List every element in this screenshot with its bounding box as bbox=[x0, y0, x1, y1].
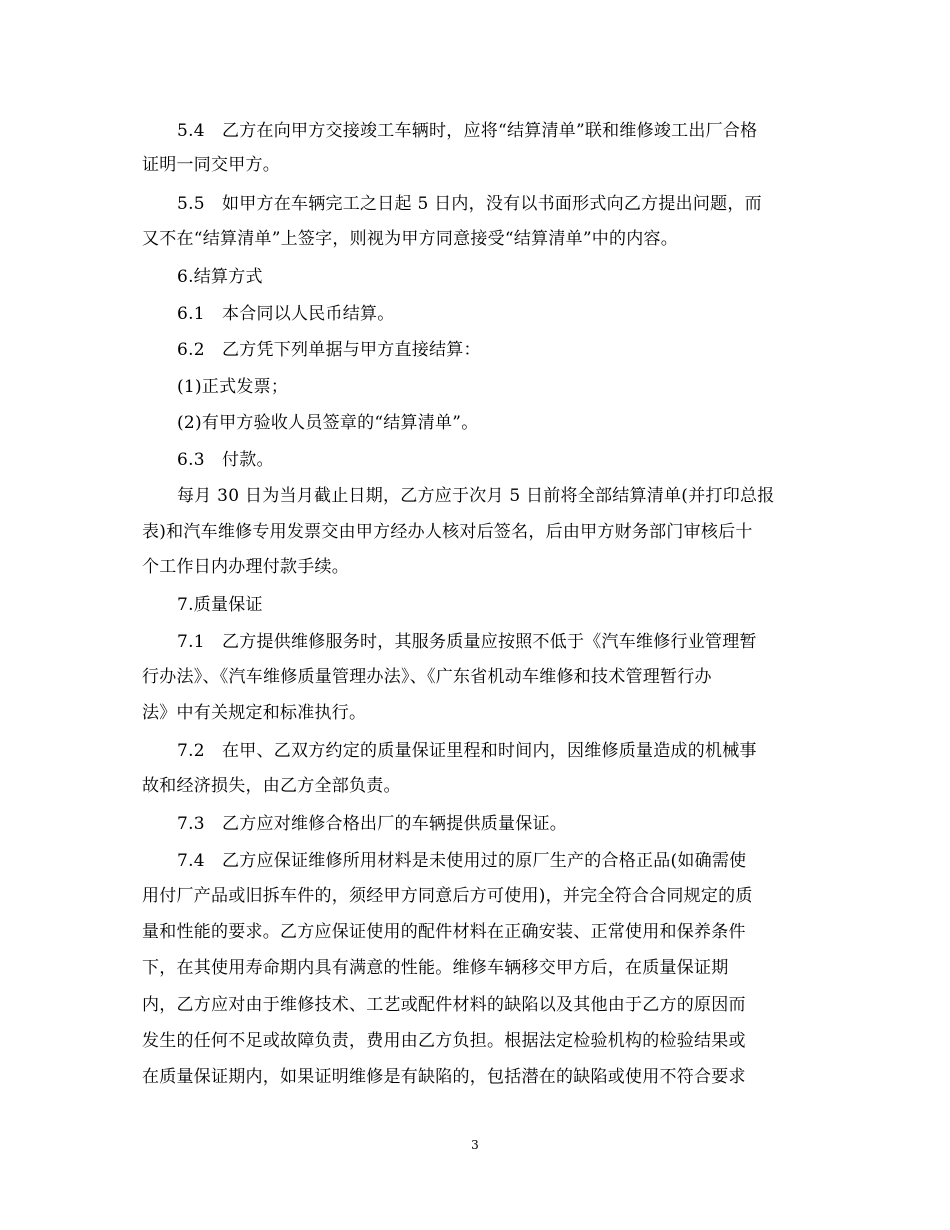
section-6-heading: 6.结算方式 bbox=[177, 267, 263, 287]
clause-5-4-line-1: 5.4 乙方在向甲方交接竣工车辆时，应将“结算清单”联和维修竣工出厂合格 bbox=[177, 121, 758, 141]
clause-5-5-line-1: 5.5 如甲方在车辆完工之日起 5 日内，没有以书面形式向乙方提出问题，而 bbox=[177, 194, 762, 214]
clause-7-4-line-1: 7.4 乙方应保证维修所用材料是未使用过的原厂生产的合格正品(如确需使 bbox=[177, 851, 747, 871]
section-7-heading: 7.质量保证 bbox=[177, 595, 263, 615]
clause-7-4-line-4: 下，在其使用寿命期内具有满意的性能。维修车辆移交甲方后，在质量保证期 bbox=[142, 958, 729, 978]
clause-7-2-line-2: 故和经济损失，由乙方全部负责。 bbox=[142, 776, 401, 796]
payment-paragraph-line-1: 每月 30 日为当月截止日期，乙方应于次月 5 日前将全部结算清单(并打印总报 bbox=[177, 486, 775, 506]
clause-7-3: 7.3 乙方应对维修合格出厂的车辆提供质量保证。 bbox=[177, 814, 568, 834]
list-item-1: (1)正式发票； bbox=[177, 377, 289, 397]
payment-paragraph-line-3: 个工作日内办理付款手续。 bbox=[142, 557, 349, 577]
clause-6-2: 6.2 乙方凭下列单据与甲方直接结算： bbox=[177, 340, 481, 360]
clause-7-1-line-3: 法》中有关规定和标准执行。 bbox=[142, 703, 367, 723]
clause-7-4-line-6: 发生的任何不足或故障负责，费用由乙方负担。根据法定检验机构的检验结果或 bbox=[142, 1031, 746, 1051]
clause-7-4-line-2: 用付厂产品或旧拆车件的，须经甲方同意后方可使用)，并完全符合合同规定的质 bbox=[142, 886, 753, 906]
payment-paragraph-line-2: 表)和汽车维修专用发票交由甲方经办人核对后签名，后由甲方财务部门审核后十 bbox=[142, 522, 753, 542]
clause-6-1: 6.1 本合同以人民币结算。 bbox=[177, 304, 395, 324]
clause-7-4-line-7: 在质量保证期内，如果证明维修是有缺陷的，包括潜在的缺陷或使用不符合要求 bbox=[142, 1067, 746, 1087]
clause-5-5-line-2: 又不在“结算清单”上签字，则视为甲方同意接受“结算清单”中的内容。 bbox=[142, 229, 679, 249]
clause-7-4-line-3: 量和性能的要求。乙方应保证使用的配件材料在正确安装、正常使用和保养条件 bbox=[142, 922, 746, 942]
clause-6-3: 6.3 付款。 bbox=[177, 450, 274, 470]
page-number: 3 bbox=[471, 1138, 479, 1152]
clause-7-1-line-2: 行办法》、《汽车维修质量管理办法》、《广东省机动车维修和技术管理暂行办 bbox=[142, 667, 712, 687]
list-item-2: (2)有甲方验收人员签章的“结算清单”。 bbox=[177, 413, 479, 433]
clause-7-2-line-1: 7.2 在甲、乙双方约定的质量保证里程和时间内，因维修质量造成的机械事 bbox=[177, 741, 757, 761]
clause-5-4-line-2: 证明一同交甲方。 bbox=[142, 155, 280, 175]
clause-7-1-line-1: 7.1 乙方提供维修服务时，其服务质量应按照不低于《汽车维修行业管理暂 bbox=[177, 632, 757, 652]
clause-7-4-line-5: 内，乙方应对由于维修技术、工艺或配件材料的缺陷以及其他由于乙方的原因而 bbox=[142, 995, 746, 1015]
